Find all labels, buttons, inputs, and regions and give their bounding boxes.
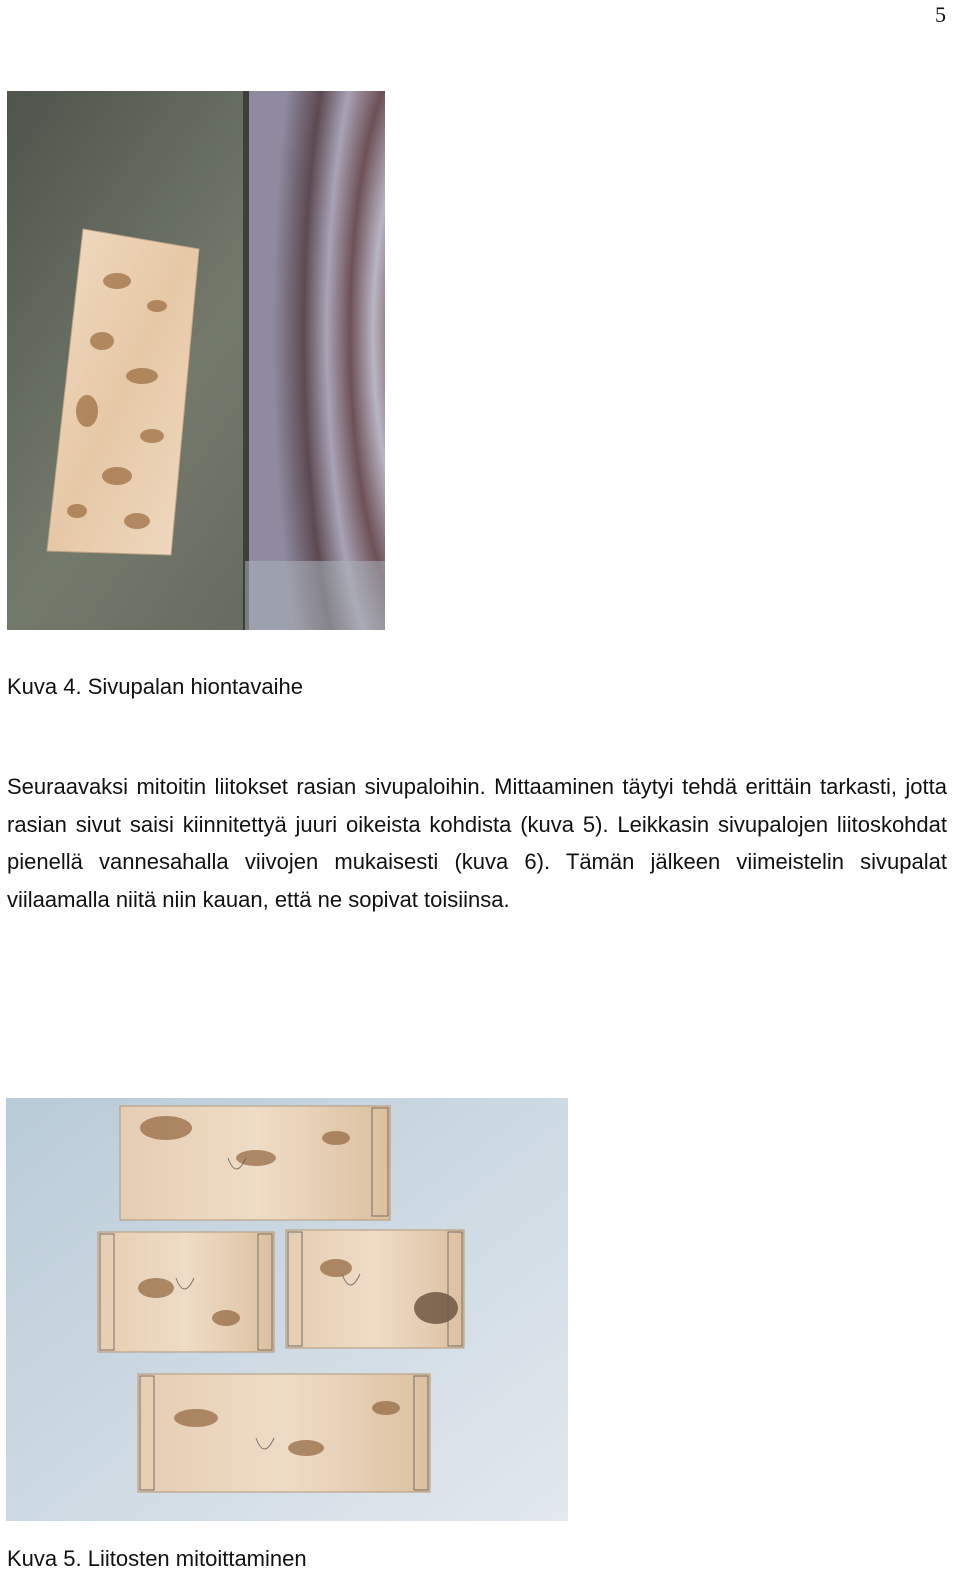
photo-marked-joints [6, 1098, 568, 1521]
photo-sanding-side-piece [7, 91, 385, 630]
figure-caption: Kuva 5. Liitosten mitoittaminen [7, 1546, 307, 1571]
body-paragraph: Seuraavaksi mitoitin liitokset rasian sivupaloihin. Mittaaminen täytyi tehdä erittäin tarkasti, jotta rasian sivut saisi kiinnitettyä juuri oikeista kohdista (kuva 5). Leikkasin sivupalojen liitoskohdat pienellä vannesahalla viivojen mukaisesti (kuva 6). Tämän jälkeen viimeistelin sivupalat viilaamalla niitä niin kauan, että ne sopivat toisiinsa. [7, 774, 947, 912]
page-number: 5 [935, 2, 946, 27]
figure-caption: Kuva 4. Sivupalan hiontavaihe [7, 674, 303, 699]
